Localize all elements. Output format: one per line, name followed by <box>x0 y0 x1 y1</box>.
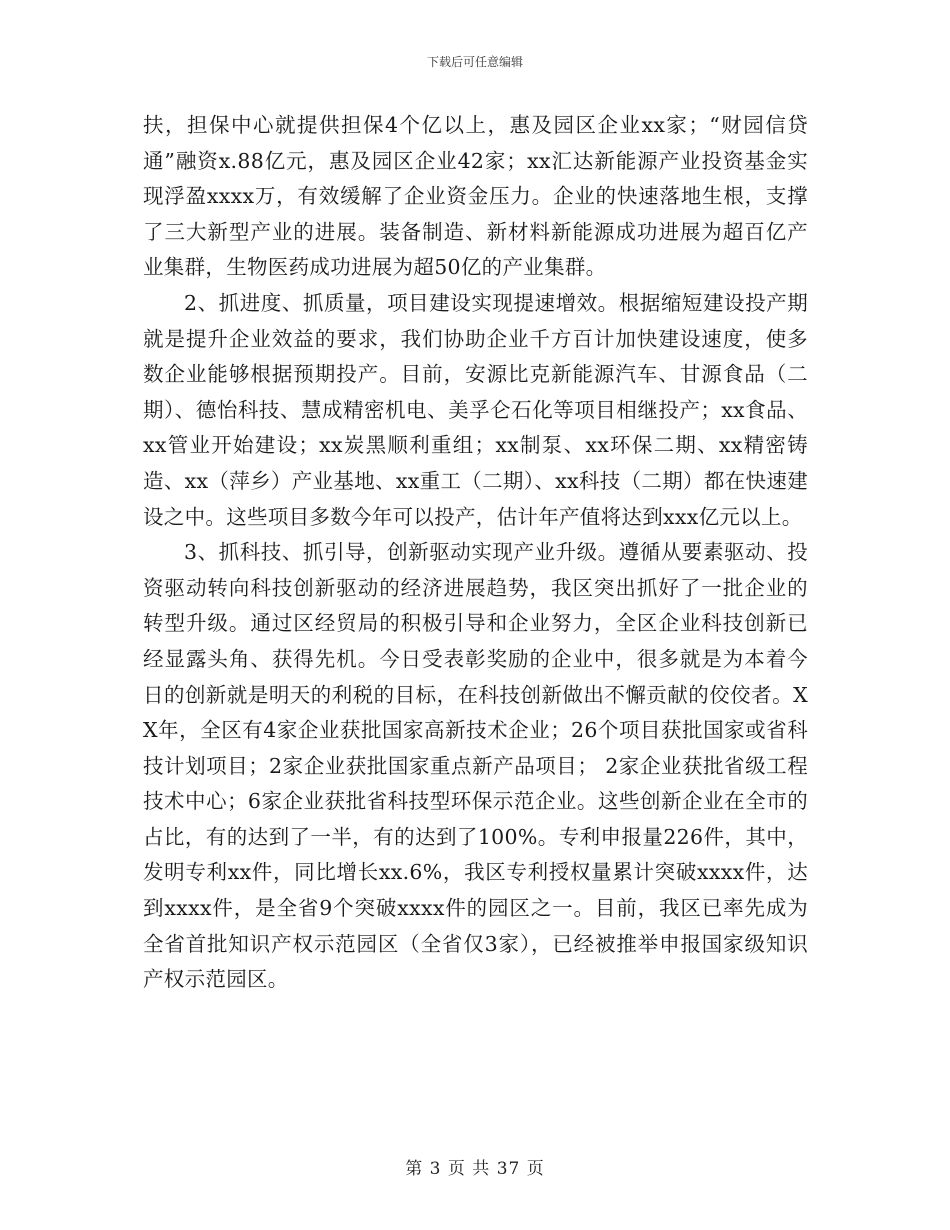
page-header: 下载后可任意编辑 <box>426 55 523 69</box>
paragraph-project-construction: 2、抓进度、抓质量，项目建设实现提速增效。根据缩短建设投产期就是提升企业效益的要求，我们协助企业千方百计加快建设速度，使多数企业能够根据预期投产。目前，安源比克新能源汽车、甘源食品（二期）、德怡科技、慧成精密机电、美孚仑石化等项目相继投产；xx食品、xx管业开始建设；xx炭黑顺利重组；xx制泵、xx环保二期、xx精密铸造、xx（萍乡）产业基地、xx重工（二期）、xx科技（二期）都在快速建设之中。这些项目多数今年可以投产，估计年产值将达到xxx亿元以上。 <box>143 290 808 529</box>
paragraph-continuation: 扶，担保中心就提供担保4个亿以上，惠及园区企业xx家；“财园信贷通”融资x.88亿元，惠及园区企业42家；xx汇达新能源产业投资基金实现浮盈xxxx万，有效缓解了企业资金压力。企业的快速落地生根，支撑了三大新型产业的进展。装备制造、新材料新能源成功进展为超百亿产业集群，生物医药成功进展为超50亿的产业集群。 <box>143 113 808 280</box>
page-number-footer: 第 3 页 共 37 页 <box>405 1159 545 1179</box>
paragraph-innovation: 3、抓科技、抓引导，创新驱动实现产业升级。遵循从要素驱动、投资驱动转向科技创新驱动的经济进展趋势，我区突出抓好了一批企业的转型升级。通过区经贸局的积极引导和企业努力，全区企业科技创新已经显露头角、获得先机。今日受表彰奖励的企业中，很多就是为本着今日的创新就是明天的利税的目标，在科技创新做出不懈贡献的佼佼者。XX年，全区有4家企业获批国家高新技术企业；26个项目获批国家或省科技计划项目；2家企业获批国家重点新产品项目； 2家企业获批省级工程技术中心；6家企业获批省科技型环保示范企业。这些创新企业在全市的占比，有的达到了一半，有的达到了100%。专利申报量226件，其中，发明专利xx件，同比增长xx.6%，我区专利授权量累计突破xxxx件，达到xxxx件，是全省9个突破xxxx件的园区之一。目前，我区已率先成为全省首批知识产权示范园区（全省仅3家），已经被推举申报国家级知识产权示范园区。 <box>143 540 808 992</box>
document-body <box>143 108 808 998</box>
